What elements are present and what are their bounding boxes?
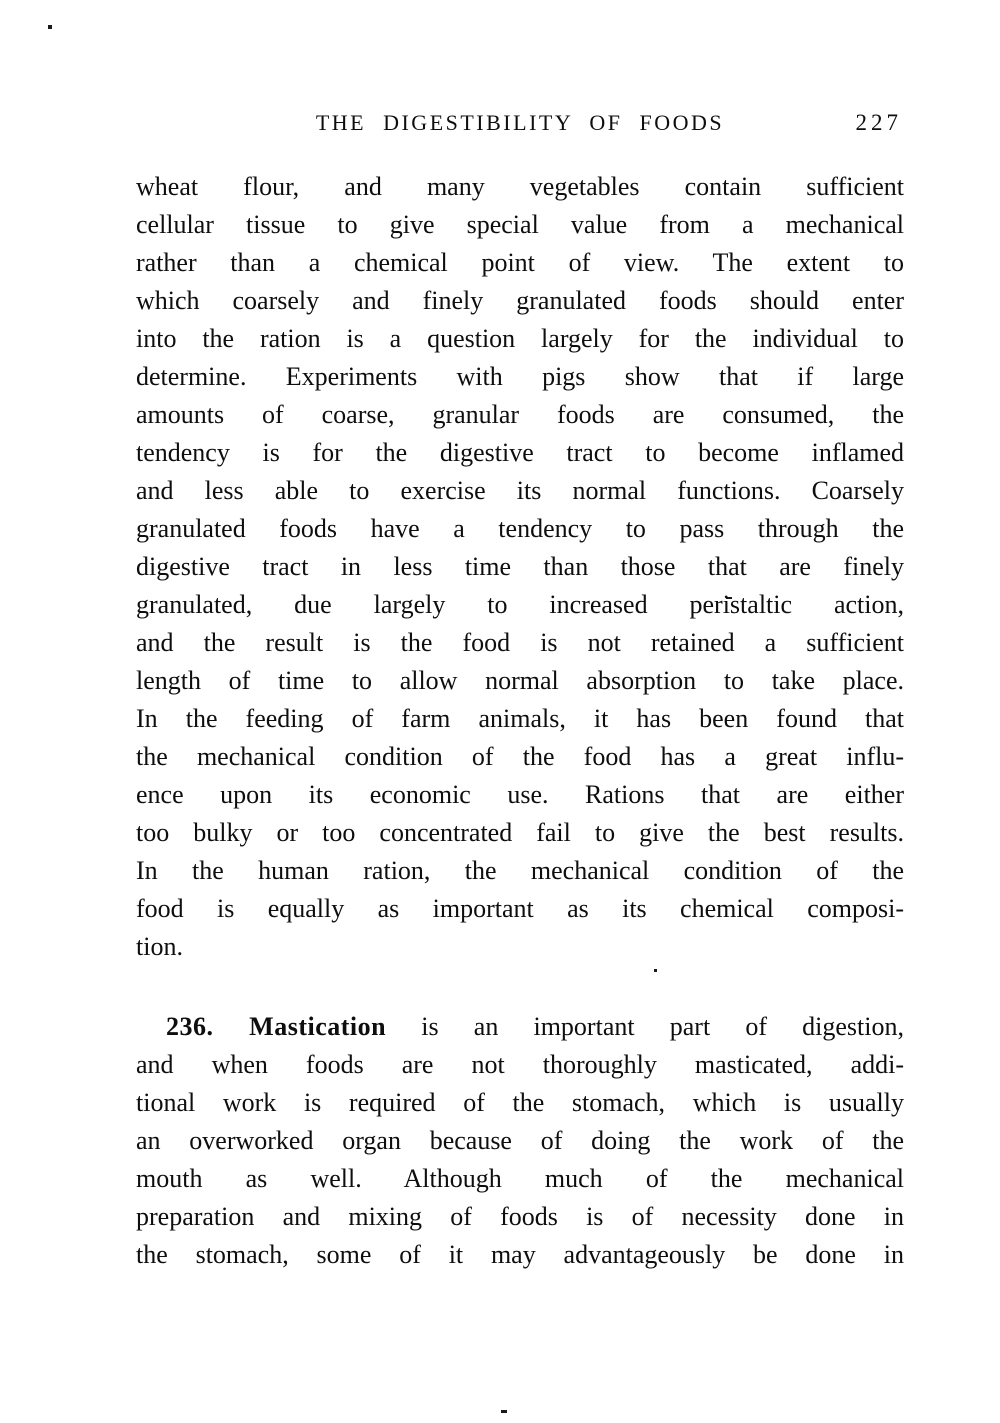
text-line: too bulky or too concentrated fail to give the best results. [136,818,904,847]
scan-speck [501,1410,507,1413]
page-number: 227 [855,110,902,135]
section-number-and-keyword: 236. Mastication [166,1012,387,1041]
text-line: cellular tissue to give special value from a mechanical [136,210,904,239]
paragraph-2 [136,1008,904,1274]
text-line: the stomach, some of it may advantageously be done in [136,1240,904,1269]
running-head [136,110,904,142]
paragraph-1 [136,168,904,966]
text-block [136,168,904,1274]
text-line: the mechanical condition of the food has a great influ- [136,742,904,771]
text-line: tion. [136,932,183,961]
text-line: and when foods are not thoroughly masticated, addi- [136,1050,904,1079]
text-line-rest: is an important part of digestion, [386,1012,904,1041]
text-line: determine. Experiments with pigs show that if large [136,362,904,391]
text-line: tional work is required of the stomach, which is usually [136,1088,904,1117]
text-line: granulated foods have a tendency to pass through the [136,514,904,543]
chapter-title: THE DIGESTIBILITY OF FOODS [315,110,725,135]
text-line: preparation and mixing of foods is of necessity done in [136,1202,904,1231]
text-line: wheat flour, and many vegetables contain sufficient [136,172,904,201]
text-line: granulated, due largely to increased peristaltic action, [136,590,904,619]
text-line: tendency is for the digestive tract to become inflamed [136,438,904,467]
text-line: into the ration is a question largely for the individual to [136,324,904,353]
text-line: and less able to exercise its normal functions. Coarsely [136,476,904,505]
text-line: In the feeding of farm animals, it has been found that [136,704,904,733]
text-line: ence upon its economic use. Rations that are either [136,780,904,809]
text-line: which coarsely and finely granulated foods should enter [136,286,904,315]
text-line: In the human ration, the mechanical condition of the [136,856,904,885]
text-line: digestive tract in less time than those that are finely [136,552,904,581]
text-line: and the result is the food is not retained a sufficient [136,628,904,657]
text-line: an overworked organ because of doing the work of the [136,1126,904,1155]
text-line: length of time to allow normal absorption to take place. [136,666,904,695]
text-line: amounts of coarse, granular foods are consumed, the [136,400,904,429]
text-line: food is equally as important as its chemical composi- [136,894,904,923]
text-line: rather than a chemical point of view. The extent to [136,248,904,277]
text-line [136,1008,904,1046]
text-line: mouth as well. Although much of the mechanical [136,1164,904,1193]
scan-speck [48,25,52,29]
